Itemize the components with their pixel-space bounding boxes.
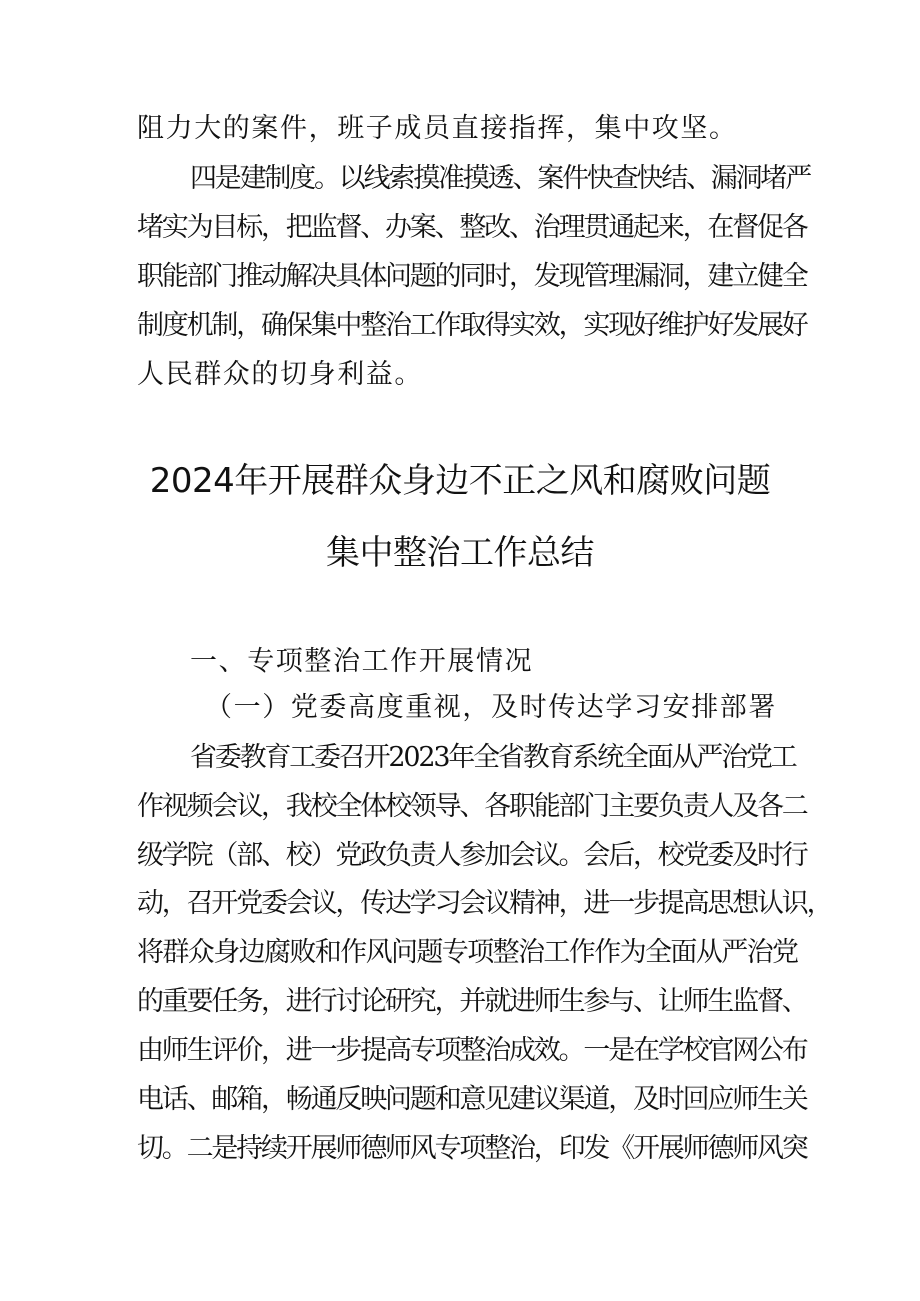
paragraph-line-7: 由师生评价，进一步提高专项整治成效。一是在学校官网公布 xyxy=(137,1035,807,1066)
prev-line-1: 阻力大的案件，班子成员直接指挥，集中攻坚。 xyxy=(137,113,738,144)
subsection-heading: （一）党委高度重视，及时传达学习安排部署 xyxy=(205,692,777,723)
prev-line-4: 职能部门推动解决具体问题的同时，发现管理漏洞，建立健全 xyxy=(137,261,807,292)
prev-line-3: 堵实为目标，把监督、办案、整改、治理贯通起来，在督促各 xyxy=(137,212,807,243)
prev-line-2: 四是建制度。以线索摸准摸透、案件快查快结、漏洞堵严 xyxy=(190,163,810,194)
prev-line-6: 人民群众的切身利益。 xyxy=(137,359,423,390)
document-title-line-1: 2024年开展群众身边不正之风和腐败问题 xyxy=(149,461,771,501)
paragraph-line-2: 作视频会议，我校全体校领导、各职能部门主要负责人及各二 xyxy=(137,791,807,822)
paragraph-line-8: 电话、邮箱，畅通反映问题和意见建议渠道，及时回应师生关 xyxy=(137,1084,807,1115)
paragraph-line-5: 将群众身边腐败和作风问题专项整治工作作为全面从严治党 xyxy=(137,937,798,968)
section-heading: 一、专项整治工作开展情况 xyxy=(190,646,534,677)
prev-line-5: 制度机制，确保集中整治工作取得实效，实现好维护好发展好 xyxy=(137,310,807,341)
document-title-line-2: 集中整治工作总结 xyxy=(326,533,594,573)
paragraph-line-1: 省委教育工委召开2023年全省教育系统全面从严治党工 xyxy=(190,742,796,773)
paragraph-line-9: 切。二是持续开展师德师风专项整治，印发《开展师德师风突 xyxy=(137,1133,807,1164)
paragraph-line-4: 动，召开党委会议，传达学习会议精神，进一步提高思想认识， xyxy=(137,888,832,919)
paragraph-line-6: 的重要任务，进行讨论研究，并就进师生参与、让师生监督、 xyxy=(137,986,807,1017)
paragraph-line-3: 级学院（部、校）党政负责人参加会议。会后，校党委及时行 xyxy=(137,840,807,871)
